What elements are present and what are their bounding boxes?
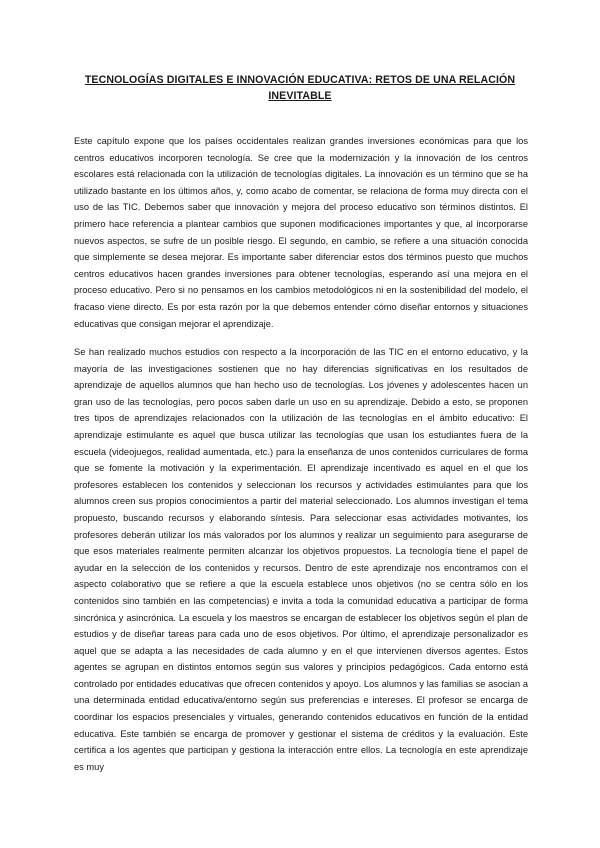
paragraph-intro: Este capítulo expone que los países occidentales realizan grandes inversiones económicas para que los centros educativos incorporen tecnología. Se cree que la modernización y la innovación de los centros escolares está relacionada con la utilización de tecnologías digitales. La innovación es un término que se ha utilizado bastante en los últimos años, y, como acabo de comentar, se relaciona de forma muy directa con el uso de las TIC. Debemos saber que innovación y mejora del proceso educativo son términos distintos. El primero hace referencia a plantear cambios que suponen modificaciones importantes y que, al incorporarse nuevos aspectos, se sufre de un posible riesgo. El segundo, en cambio, se refiere a una situación conocida que simplemente se desea mejorar. Es importante saber diferenciar estos dos términos puesto que muchos centros educativos hacen grandes inversiones para obtener tecnologías, esperando así una mejora en el proceso educativo. Pero si no pensamos en los cambios metodológicos ni en la sostenibilidad del modelo, el fracaso viene directo. Es por esta razón por la que debemos entender cómo diseñar entornos y situaciones educativas que consigan mejorar el aprendizaje. [74, 136, 528, 329]
document-title: TECNOLOGÍAS DIGITALES E INNOVACIÓN EDUCATIVA: RETOS DE UNA RELACIÓN INEVITABLE [84, 74, 516, 102]
paragraph-learning-types: Se han realizado muchos estudios con respecto a la incorporación de las TIC en el entorno educativo, y la mayoría de las investigaciones sostienen que no hay diferencias significativas en los resultados de aprendizaje de aquellos alumnos que han hecho uso de tecnologías. Los jóvenes y adolescentes hacen un gran uso de las tecnologías, pero pocos saben darle un uso en su aprendizaje. Debido a esto, se proponen tres tipos de aprendizajes relacionados con la utilización de las tecnologías en el ámbito educativo: El aprendizaje estimulante es aquel que busca utilizar las tecnologías que usan los estudiantes fuera de la escuela (videojuegos, realidad aumentada, etc.) para la enseñanza de unos contenidos curriculares de forma que se fomente la motivación y la experimentación. El aprendizaje incentivado es aquel en el que los profesores establecen los contenidos y seleccionan los recursos y actividades estimulantes para que los alumnos creen sus propios conocimientos a partir del material seleccionado. Los alumnos investigan el tema propuesto, buscando recursos y elaborando síntesis. Para seleccionar esas actividades motivantes, los profesores deberán utilizar los más valorados por los alumnos y realizar un seguimiento para asegurarse de que esos materiales realmente permiten alcanzar los objetivos propuestos. La tecnología tiene el papel de ayudar en la selección de los contenidos y recursos. Dentro de este aprendizaje nos encontramos con el aspecto colaborativo que se refiere a que la escuela establece unos objetivos (no se centra sólo en los contenidos sino también en las competencias) e invita a toda la comunidad educativa a participar de forma sincrónica y asincrónica. La escuela y los maestros se encargan de establecer los objetivos según el plan de estudios y de diseñar tareas para cada uno de esos objetivos. Por último, el aprendizaje personalizador es aquel que se adapta a las necesidades de cada alumno y en el que intervienen diversos agentes. Estos agentes se agrupan en distintos entornos según sus valores y principios pedagógicos. Cada entorno está controlado por entidades educativas que ofrecen contenidos y apoyo. Los alumnos y las familias se asocian a una determinada entidad educativa/entorno según sus preferencias e intereses. El profesor se encarga de coordinar los espacios presenciales y virtuales, generando contenidos educativos en función de la entidad educativa. Este también se encarga de promover y gestionar el sistema de créditos y la evaluación. Este certifica a los agentes que participan y gestiona la interacción entre ellos. La tecnología en este aprendizaje es muy [74, 347, 528, 772]
